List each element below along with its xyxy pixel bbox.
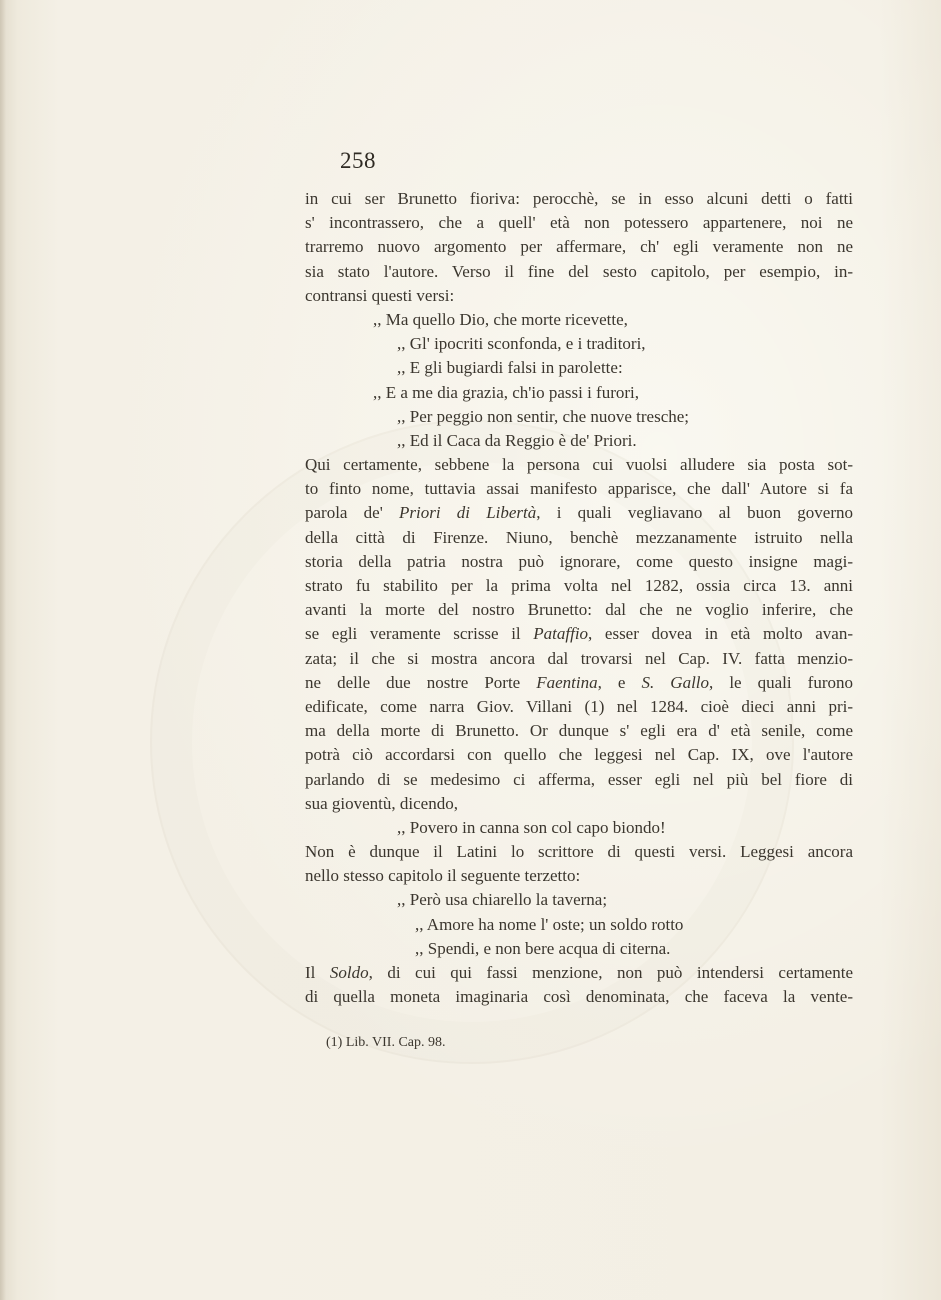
text-line: Il Soldo, di cui qui fassi menzione, non può intendersi certamente (305, 963, 853, 982)
verse-line: ,, Povero in canna son col capo biondo! (397, 817, 666, 837)
verse-line: ,, Ed il Caca da Reggio è de' Priori. (397, 430, 637, 450)
text-line: ne delle due nostre Porte Faentina, e S. Gallo, le quali furono (305, 672, 853, 692)
page-number: 258 (340, 148, 376, 173)
text-line: contransi questi versi: (305, 285, 455, 305)
text-line: parlando di se medesimo ci afferma, esser egli nel più bel fiore di (305, 769, 853, 789)
text-line: Non è dunque il Latini lo scrittore di questi versi. Leggesi ancora (305, 842, 853, 862)
verse-line: ,, E gli bugiardi falsi in parolette: (397, 358, 623, 378)
text-line: della città di Firenze. Niuno, benchè mezzanamente istruito nella (305, 527, 853, 547)
verse-line: ,, Però usa chiarello la taverna; (397, 890, 608, 910)
text-line: storia della patria nostra può ignorare, come questo insigne magi- (305, 551, 853, 571)
page-edge-shadow (0, 0, 6, 1300)
text-line: avanti la morte del nostro Brunetto: dal che ne voglio inferire, che (305, 600, 853, 620)
text-line: sia stato l'autore. Verso il fine del sesto capitolo, per esempio, in- (305, 261, 853, 281)
text-line: potrà ciò accordarsi con quello che leggesi nel Cap. IX, ove l'autore (305, 745, 853, 765)
text-line: sua gioventù, dicendo, (305, 793, 458, 813)
text-line: zata; il che si mostra ancora dal trovarsi nel Cap. IV. fatta menzio- (305, 648, 853, 668)
text-line: parola de' Priori di Libertà, i quali vegliavano al buon governo (305, 503, 853, 523)
verse-line: ,, Gl' ipocriti sconfonda, e i traditori, (397, 334, 646, 354)
verse-line: ,, Ma quello Dio, che morte ricevette, (373, 309, 628, 329)
verse-line: ,, E a me dia grazia, ch'io passi i furori, (373, 382, 639, 402)
body-text (305, 187, 853, 1009)
text-line: strato fu stabilito per la prima volta nel 1282, ossia circa 13. anni (305, 576, 853, 595)
footnote: (1) Lib. VII. Cap. 98. (326, 1035, 446, 1050)
text-line: Qui certamente, sebbene la persona cui vuolsi alludere sia posta sot- (305, 455, 853, 475)
text-line: ma della morte di Brunetto. Or dunque s' egli era d' età senile, come (305, 721, 853, 741)
text-line: trarremo nuovo argomento per affermare, ch' egli veramente non ne (305, 237, 853, 257)
text-line: di quella moneta imaginaria così denominata, che faceva la vente- (305, 987, 853, 1007)
text-line: s' incontrassero, che a quell' età non potessero appartenere, noi ne (305, 213, 853, 233)
verse-line: ,, Spendi, e non bere acqua di citerna. (415, 938, 671, 958)
text-line: edificate, come narra Giov. Villani (1) nel 1284. cioè dieci anni pri- (305, 696, 853, 716)
text-line: se egli veramente scrisse il Pataffio, esser dovea in età molto avan- (305, 624, 853, 644)
verse-line: ,, Amore ha nome l' oste; un soldo rotto (415, 914, 684, 934)
text-line: to finto nome, tuttavia assai manifesto apparisce, che dall' Autore si fa (305, 479, 853, 499)
verse-line: ,, Per peggio non sentir, che nuove tresche; (397, 406, 690, 426)
text-line: in cui ser Brunetto fioriva: perocchè, se in esso alcuni detti o fatti (305, 189, 853, 208)
text-line: nello stesso capitolo il seguente terzetto: (305, 866, 581, 886)
